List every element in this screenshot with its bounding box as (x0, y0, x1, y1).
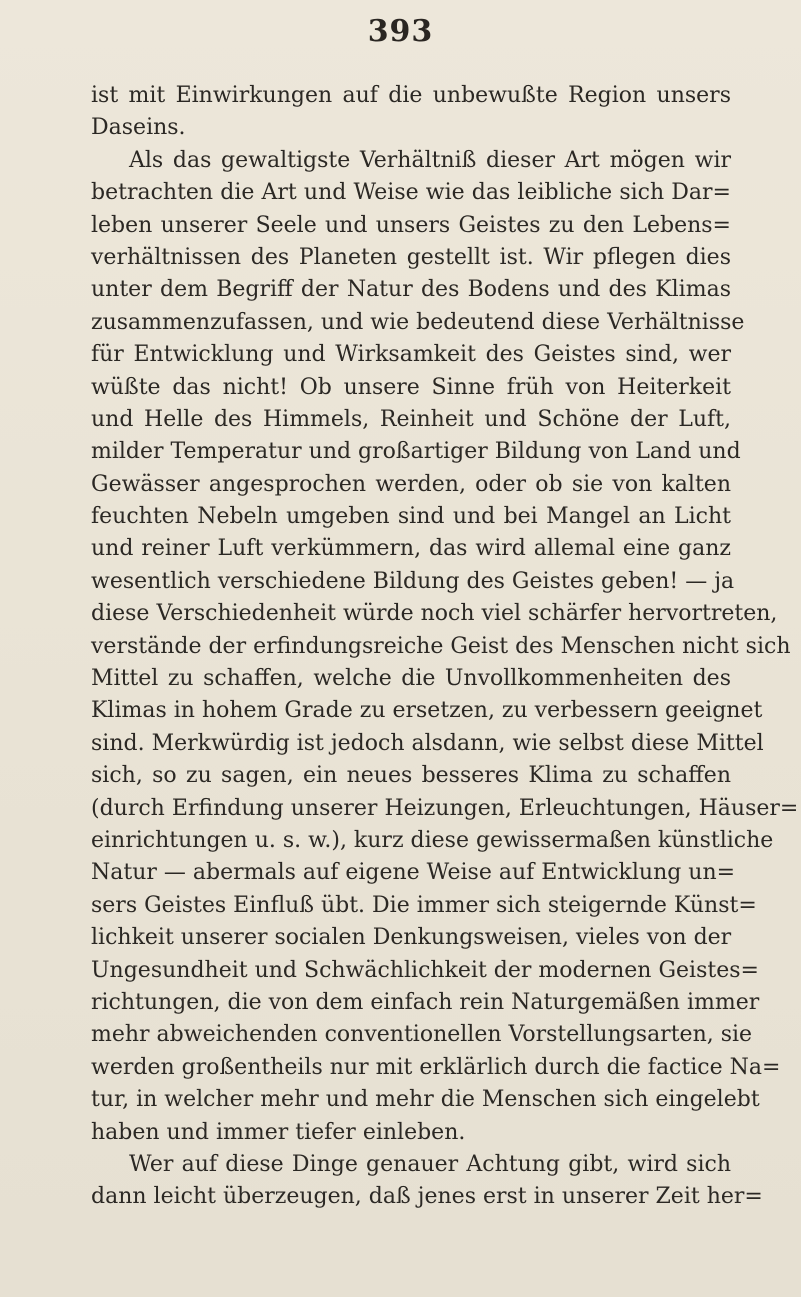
text-line: milder Temperatur und großartiger Bildung von Land und (91, 439, 741, 465)
text-line: lichkeit unserer socialen Denkungsweisen, vieles von der (91, 925, 732, 951)
text-line: tur, in welcher mehr und mehr die Menschen sich eingelebt (91, 1087, 760, 1113)
text-line: betrachten die Art und Weise wie das leibliche sich Dar= (91, 180, 731, 206)
text-line: sich, so zu sagen, ein neues besseres Klima zu schaffen (91, 763, 731, 789)
text-line: Ungesundheit und Schwächlichkeit der modernen Geistes= (91, 957, 759, 983)
text-line: Mittel zu schaffen, welche die Unvollkommenheiten des (91, 666, 731, 692)
text-line: feuchten Nebeln umgeben sind und bei Mangel an Licht (91, 504, 731, 530)
page-number: 393 (367, 14, 434, 49)
text-line: unter dem Begriff der Natur des Bodens und des Klimas (91, 277, 731, 303)
text-line: mehr abweichenden conventionellen Vorstellungsarten, sie (91, 1022, 753, 1048)
text-line: einrichtungen u. s. w.), kurz diese gewissermaßen künstliche (91, 827, 774, 853)
text-line: und Helle des Himmels, Reinheit und Schöne der Luft, (91, 406, 731, 432)
text-line: wesentlich verschiedene Bildung des Geistes geben! — ja (91, 568, 735, 594)
text-line: Klimas in hohem Grade zu ersetzen, zu verbessern geeignet (91, 698, 763, 724)
text-line: Daseins. (91, 115, 186, 141)
text-line: (durch Erfindung unserer Heizungen, Erleuchtungen, Häuser= (91, 795, 799, 821)
text-line: Als das gewaltigste Verhältniß dieser Art mögen wir (129, 147, 731, 173)
text-line: haben und immer tiefer einleben. (91, 1119, 466, 1145)
text-line: Gewässer angesprochen werden, oder ob sie von kalten (91, 471, 731, 497)
text-line: und reiner Luft verkümmern, das wird allemal eine ganz (91, 536, 731, 562)
text-line: für Entwicklung und Wirksamkeit des Geistes sind, wer (91, 342, 731, 368)
text-line: leben unserer Seele und unsers Geistes zu den Lebens= (91, 212, 731, 238)
text-line: diese Verschiedenheit würde noch viel schärfer hervortreten, (91, 601, 778, 627)
text-line: Wer auf diese Dinge genauer Achtung gibt, wird sich (129, 1151, 731, 1177)
body-text (91, 80, 799, 1214)
text-line: dann leicht überzeugen, daß jenes erst in unserer Zeit her= (91, 1184, 763, 1210)
text-line: zusammenzufassen, und wie bedeutend diese Verhältnisse (91, 309, 745, 335)
text-line: verhältnissen des Planeten gestellt ist. Wir pflegen dies (91, 244, 731, 270)
text-line: sers Geistes Einfluß übt. Die immer sich steigernde Künst= (91, 892, 757, 918)
text-line: Natur — abermals auf eigene Weise auf Entwicklung un= (91, 860, 736, 886)
text-line: verstände der erfindungsreiche Geist des Menschen nicht sich (91, 633, 791, 659)
text-line: sind. Merkwürdig ist jedoch alsdann, wie selbst diese Mittel (91, 730, 764, 756)
text-line: wüßte das nicht! Ob unsere Sinne früh von Heiterkeit (91, 374, 731, 400)
text-line: richtungen, die von dem einfach rein Naturgemäßen immer (91, 989, 760, 1015)
text-line: ist mit Einwirkungen auf die unbewußte Region unsers (91, 83, 731, 108)
text-line: werden großentheils nur mit erklärlich durch die factice Na= (91, 1054, 781, 1080)
